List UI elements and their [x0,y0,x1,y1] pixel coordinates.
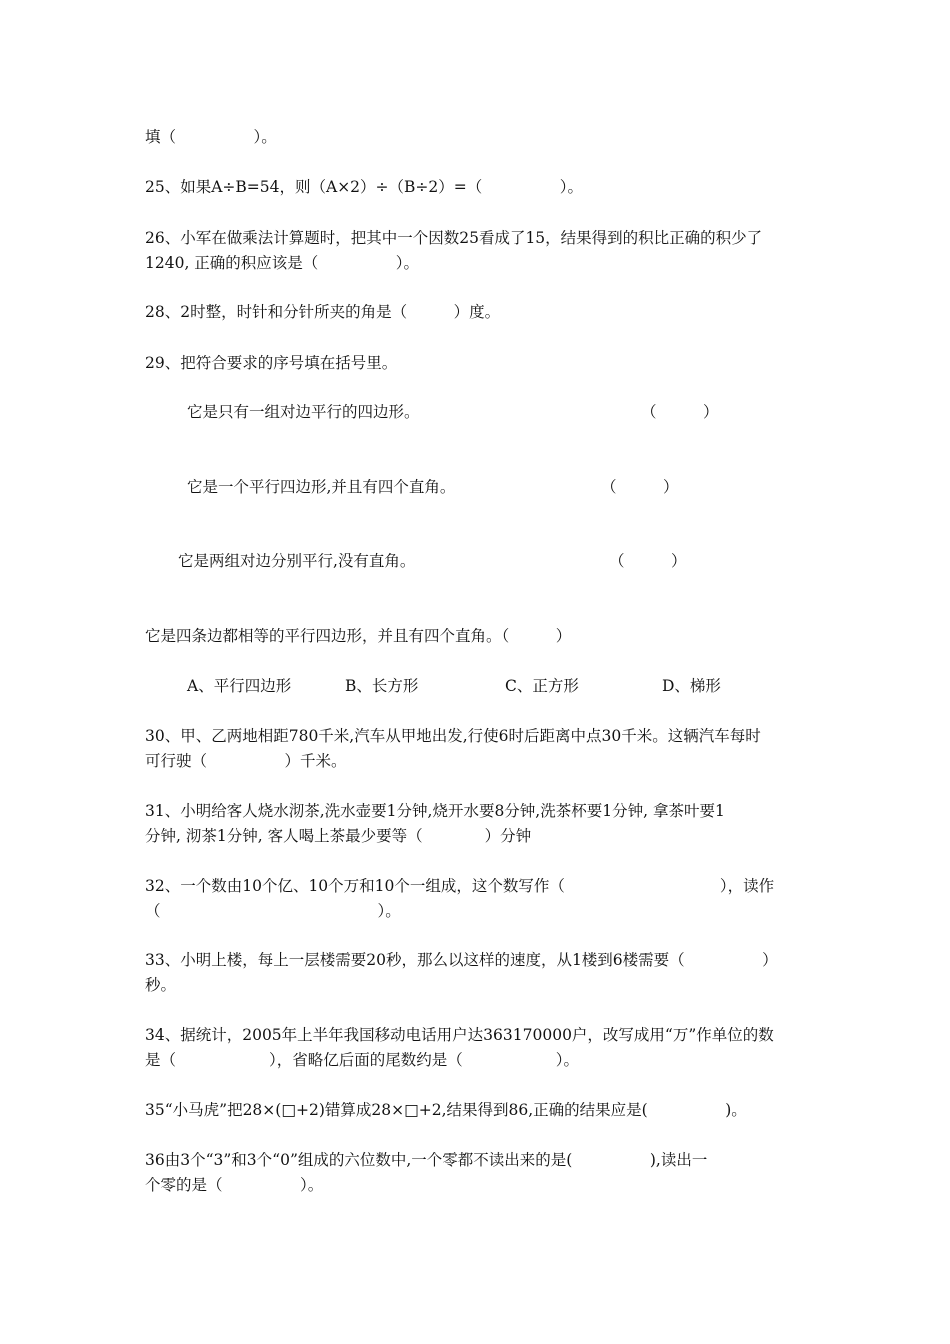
question-33-line-1: 33、小明上楼，每上一层楼需要20秒，那么以这样的速度，从1楼到6楼需要（ ） [145,951,778,969]
question-32-line-1: 32、一个数由10个亿、10个万和10个一组成，这个数写作（ ），读作 [145,877,775,895]
question-26-line-1: 26、小军在做乘法计算题时，把其中一个因数25看成了15，结果得到的积比正确的积少了 [145,229,763,247]
question-31-line-2: 分钟, 沏茶1分钟, 客人喝上茶最少要等（ ）分钟 [145,827,532,845]
q29-option-d: D、梯形 [662,677,721,695]
question-36-line-2: 个零的是（ ）。 [145,1176,324,1194]
q29-answer-blank-2: （ ） [601,478,679,496]
question-35: 35“小马虎”把28×(□+2)错算成28×□+2,结果得到86,正确的结果应是( )。 [145,1101,747,1119]
question-32-line-2: （ ）。 [145,902,401,920]
q29-option-a: A、平行四边形 [187,677,292,695]
q29-statement-1: 它是只有一组对边平行的四边形。 [187,403,420,421]
q29-answer-blank-1: （ ） [641,403,719,421]
q24-continuation: 填（ ）。 [145,128,277,146]
question-36-line-1: 36由3个“3”和3个“0”组成的六位数中,一个零都不读出来的是( ),读出一 [145,1151,708,1169]
q29-option-c: C、正方形 [505,677,579,695]
question-25: 25、如果A÷B=54，则（A×2）÷（B÷2）=（ ）。 [145,178,584,196]
question-34-line-1: 34、据统计，2005年上半年我国移动电话用户达363170000户，改写成用“万”作单位的数 [145,1026,774,1044]
question-33-line-2: 秒。 [145,976,177,994]
q29-statement-3: 它是两组对边分别平行,没有直角。 [178,552,416,570]
question-30-line-2: 可行驶（ ）千米。 [145,752,347,770]
q29-answer-blank-3: （ ） [609,552,687,570]
question-26-line-2: 1240, 正确的积应该是（ ）。 [145,254,420,272]
q29-option-b: B、长方形 [345,677,419,695]
question-29: 29、把符合要求的序号填在括号里。 [145,354,398,372]
q29-statement-2: 它是一个平行四边形,并且有四个直角。 [187,478,456,496]
q29-statement-4: 它是四条边都相等的平行四边形，并且有四个直角。（ ） [145,627,572,645]
question-30-line-1: 30、甲、乙两地相距780千米,汽车从甲地出发,行使6时后距离中点30千米。这辆汽车每时 [145,727,761,745]
question-31-line-1: 31、小明给客人烧水沏茶,洗水壶要1分钟,烧开水要8分钟,洗茶杯要1分钟, 拿茶叶要1 [145,802,725,820]
question-28: 28、2时整，时针和分针所夹的角是（ ）度。 [145,303,501,321]
question-34-line-2: 是（ ），省略亿后面的尾数约是（ ）。 [145,1051,580,1069]
